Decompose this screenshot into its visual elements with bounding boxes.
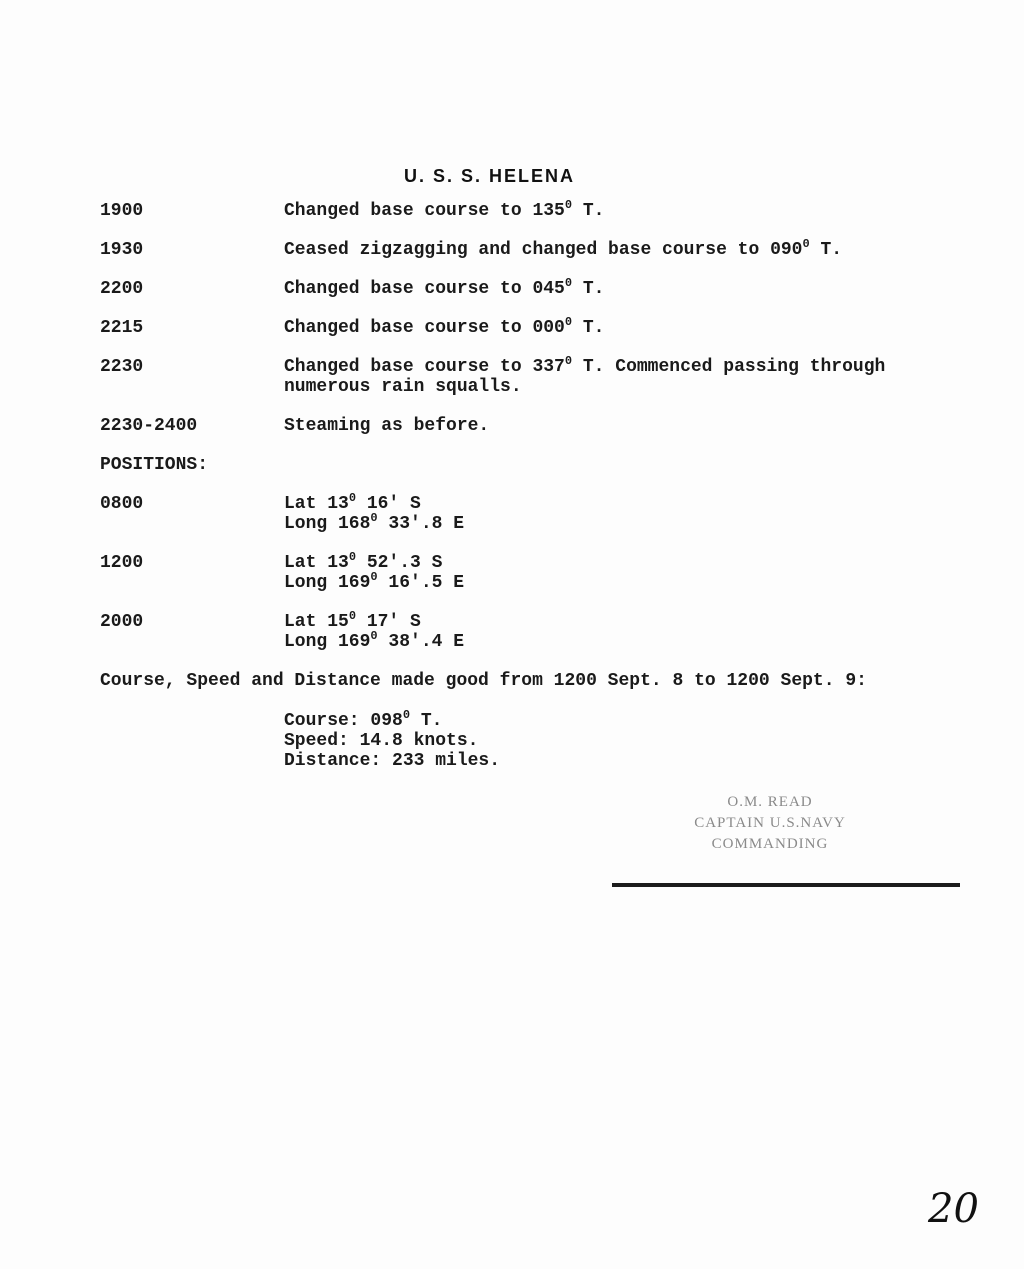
distance-made-good: Distance: 233 miles. (284, 751, 501, 771)
entry-time: 2200 (100, 279, 144, 299)
position-coordinates: Lat $13^0$ 52'.3 S Long $169^0$ 16'.5 E (284, 550, 465, 593)
entry-time: 1930 (100, 240, 144, 260)
position-coordinates: Lat $13^0$ 16' S Long $168^0$ 33'.8 E (284, 491, 465, 534)
positions-label: POSITIONS: (100, 455, 209, 475)
entry-time: 2215 (100, 318, 144, 338)
made-good-block (284, 708, 501, 771)
signature-line (612, 883, 960, 887)
stamp-name: O.M. READ (727, 794, 813, 810)
position-time: 0800 (100, 494, 144, 514)
stamp-rank: CAPTAIN U.S.NAVY (694, 815, 846, 831)
page-title: U. S. S. HELENA (404, 166, 576, 186)
entry-description: Changed base course to $135^0$ T. (284, 198, 605, 221)
entry-description: Changed base course to $337^0$ T. Commenced passing through numerous rain squalls. (284, 354, 886, 397)
stamp-role: COMMANDING (711, 836, 829, 852)
entry-description: Steaming as before. (284, 416, 490, 436)
course-made-good: Course: $098^0$ T. (284, 708, 443, 731)
entry-time: 1900 (100, 201, 144, 221)
page-number: 20 (928, 1186, 979, 1232)
entry-description: Ceased zigzagging and changed base course to $090^0$ T. (284, 237, 843, 260)
entry-time: 2230-2400 (100, 416, 198, 436)
entry-description: Changed base course to $000^0$ T. (284, 315, 605, 338)
position-time: 2000 (100, 612, 144, 632)
speed-made-good: Speed: 14.8 knots. (284, 731, 479, 751)
position-coordinates: Lat $15^0$ 17' S Long $169^0$ 38'.4 E (284, 609, 465, 652)
entry-time: 2230 (100, 357, 144, 377)
entry-description: Changed base course to $045^0$ T. (284, 276, 605, 299)
position-time: 1200 (100, 553, 144, 573)
commanding-officer-stamp (660, 792, 880, 855)
summary-heading: Course, Speed and Distance made good from 1200 Sept. 8 to 1200 Sept. 9: (100, 671, 867, 691)
